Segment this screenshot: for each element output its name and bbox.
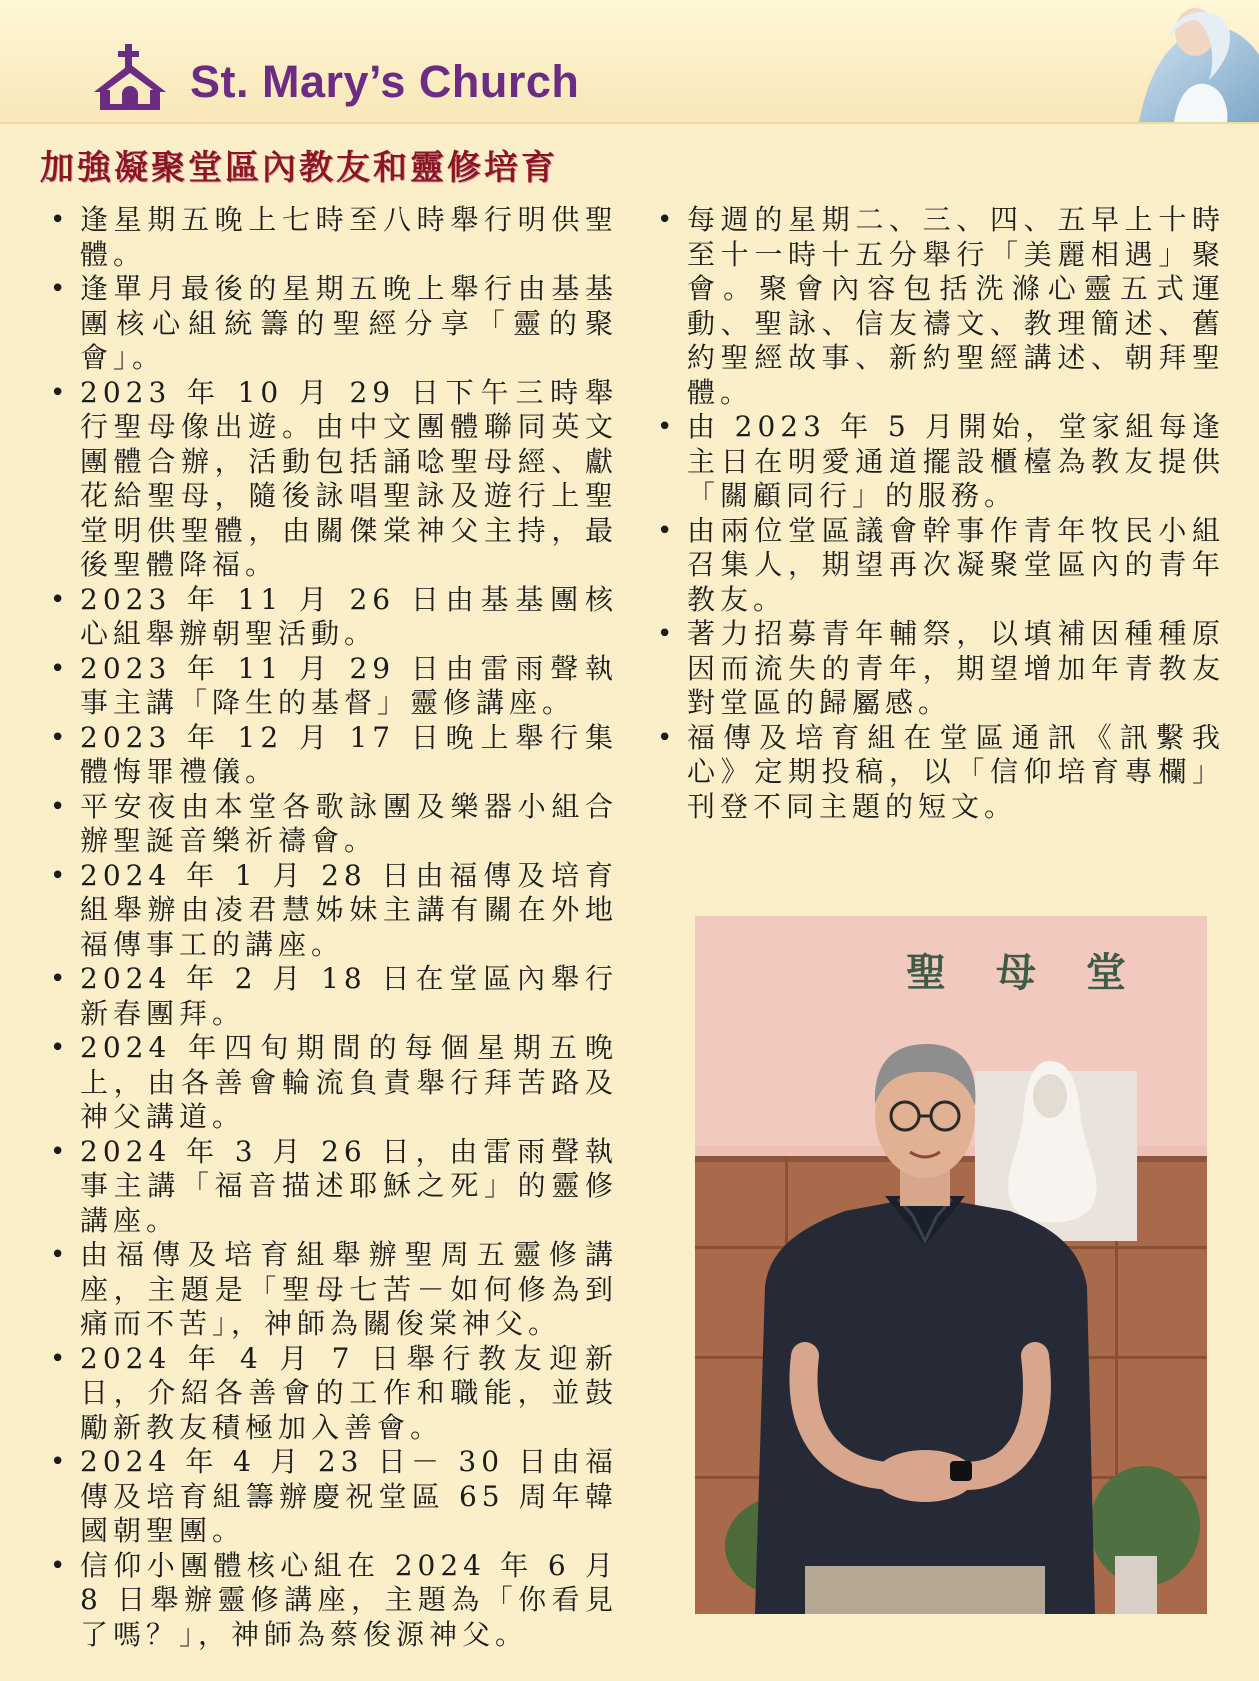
list-item: • 由兩位堂區議會幹事作青年牧民小組召集人，期望再次凝聚堂區內的青年教友。 [655, 514, 1225, 618]
wall-sign: 聖 母 堂 [906, 949, 1144, 996]
church-cross-logo-icon [94, 44, 166, 110]
list-item: • 2024 年 3 月 26 日，由雷雨聲執事主講「福音描述耶穌之死」的靈修講座。 [48, 1135, 618, 1239]
church-name: St. Mary’s Church [190, 56, 580, 107]
list-item: • 著力招募青年輔祭，以填補因種種原因而流失的青年，期望增加年青教友對堂區的歸屬感。 [655, 617, 1225, 721]
list-item: • 2024 年 1 月 28 日由福傳及培育組舉辦由凌君慧姊妹主講有關在外地福傳事工的講座。 [48, 859, 618, 963]
list-item: • 由福傳及培育組舉辦聖周五靈修講座，主題是「聖母七苦－如何修為到痛而不苦」，神師為關俊棠神父。 [48, 1238, 618, 1342]
list-item: • 2023 年 11 月 29 日由雷雨聲執事主講「降生的基督」靈修講座。 [48, 652, 618, 721]
list-item: • 由 2023 年 5 月開始，堂家組每逢主日在明愛通道擺設櫃檯為教友提供「關顧同行」的服務。 [655, 410, 1225, 514]
list-item: • 2023 年 10 月 29 日下午三時舉行聖母像出遊。由中文團體聯同英文團體合辦，活動包括誦唸聖母經、獻花給聖母，隨後詠唱聖詠及遊行上聖堂明供聖體，由關傑棠神父主持，最後聖體降福。 [48, 376, 618, 583]
page-header [0, 0, 1259, 124]
mary-statue-icon [1109, 0, 1259, 122]
list-item: • 福傳及培育組在堂區通訊《訊繫我心》定期投稿，以「信仰培育專欄」刊登不同主題的短文。 [655, 721, 1225, 825]
list-item: • 2023 年 12 月 17 日晚上舉行集體悔罪禮儀。 [48, 721, 618, 790]
priest-photo [695, 916, 1207, 1614]
list-item: • 逢單月最後的星期五晚上舉行由基基團核心組統籌的聖經分享「靈的聚會」。 [48, 272, 618, 376]
list-item: • 2024 年 2 月 18 日在堂區內舉行新春團拜。 [48, 962, 618, 1031]
list-item: • 2024 年四旬期間的每個星期五晚上，由各善會輪流負責舉行拜苦路及神父講道。 [48, 1031, 618, 1135]
list-item: • 信仰小團體核心組在 2024 年 6 月 8 日舉辦靈修講座，主題為「你看見了嗎？」，神師為蔡俊源神父。 [48, 1549, 618, 1653]
list-item: • 每週的星期二、三、四、五早上十時至十一時十五分舉行「美麗相遇」聚會。聚會內容包括洗滌心靈五式運動、聖詠、信友禱文、教理簡述、舊約聖經故事、新約聖經講述、朝拜聖體。 [655, 203, 1225, 410]
list-item: • 2024 年 4 月 23 日－ 30 日由福傳及培育組籌辦慶祝堂區 65 周年韓國朝聖團。 [48, 1445, 618, 1549]
list-item: • 逢星期五晚上七時至八時舉行明供聖體。 [48, 203, 618, 272]
left-column-list [48, 203, 618, 1652]
section-title: 加強凝聚堂區內教友和靈修培育 [40, 148, 558, 188]
list-item: • 2024 年 4 月 7 日舉行教友迎新日，介紹各善會的工作和職能，並鼓勵新教友積極加入善會。 [48, 1342, 618, 1446]
list-item: • 2023 年 11 月 26 日由基基團核心組舉辦朝聖活動。 [48, 583, 618, 652]
list-item: • 平安夜由本堂各歌詠團及樂器小組合辦聖誕音樂祈禱會。 [48, 790, 618, 859]
right-column-list [655, 203, 1225, 824]
